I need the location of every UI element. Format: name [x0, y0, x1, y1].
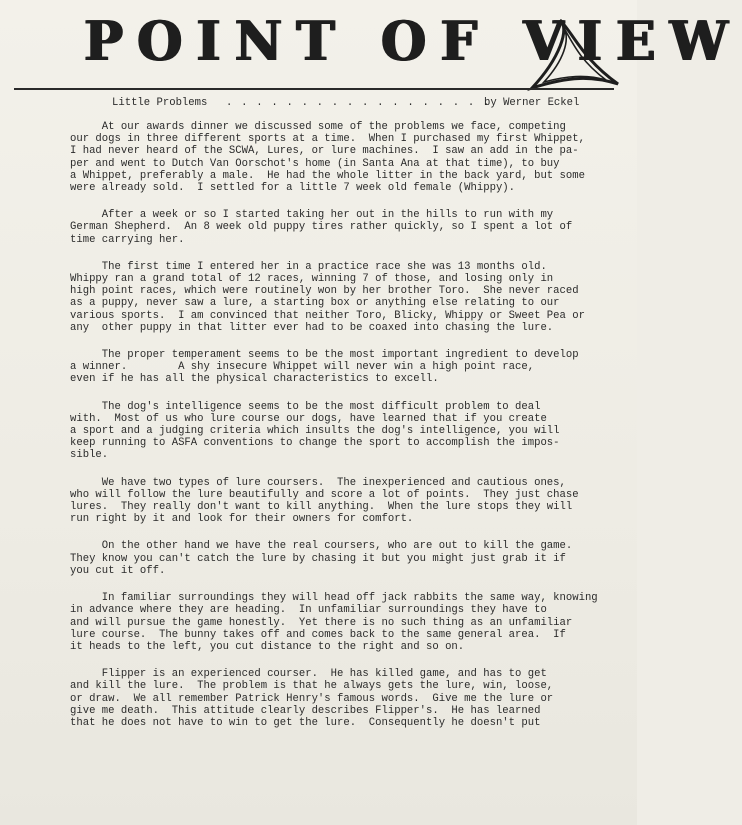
- swoosh-logo-icon: [530, 18, 620, 93]
- text-line: a sport and a judging criteria which insults the dog's intelligence, you will: [70, 425, 560, 438]
- text-line: After a week or so I started taking her out in the hills to run with my: [70, 209, 554, 222]
- text-line: and kill the lure. The problem is that he always gets the lure, win, loose,: [70, 680, 554, 693]
- text-line: keep running to ASFA conventions to change the sport to accomplish the impos-: [70, 437, 560, 450]
- text-line: give me death. This attitude clearly describes Flipper's. He has learned: [70, 704, 541, 717]
- text-line: as a puppy, never saw a lure, a starting box or anything else relating to our: [70, 297, 560, 310]
- text-line: German Shepherd. An 8 week old puppy tires rather quickly, so I spent a lot of: [70, 221, 573, 234]
- text-line: that he does not have to win to get the lure. Consequently he doesn't put: [70, 716, 541, 729]
- text-line: who will follow the lure beautifully and score a lot of points. They just chase: [70, 488, 579, 501]
- text-line: time carrying her.: [70, 233, 185, 246]
- leader-dots: . . . . . . . . . . . . . . . . . .: [226, 97, 491, 109]
- article-paragraph: [70, 261, 590, 334]
- text-line: a Whippet, preferably a male. He had the whole litter in the back yard, but some: [70, 169, 585, 182]
- text-line: it heads to the left, you cut distance to the right and so on.: [70, 640, 465, 653]
- text-line: or draw. We all remember Patrick Henry's famous words. Give me the lure or: [70, 692, 554, 705]
- text-line: our dogs in three different sports at a time. When I purchased my first Whippet,: [70, 133, 585, 146]
- article-paragraph: [70, 209, 590, 246]
- article-title: Little Problems: [112, 97, 208, 109]
- article-paragraph: [70, 349, 590, 386]
- text-line: sible.: [70, 449, 109, 462]
- article-paragraph: [70, 668, 590, 729]
- masthead-rule: [14, 88, 614, 90]
- article-paragraph: [70, 477, 590, 526]
- masthead: [84, 9, 742, 74]
- text-line: per and went to Dutch Van Oorschot's home (in Santa Ana at that time), to buy: [70, 157, 560, 170]
- article-paragraph: [70, 121, 590, 194]
- text-line: even if he has all the physical characteristics to excell.: [70, 373, 439, 386]
- text-line: any other puppy in that litter ever had to be coaxed into chasing the lure.: [70, 321, 554, 334]
- text-line: you cut it off.: [70, 564, 166, 577]
- text-line: At our awards dinner we discussed some of the problems we face, competing: [70, 121, 566, 133]
- text-line: and will pursue the game honestly. Yet there is no such thing as an unfamiliar: [70, 616, 573, 629]
- text-line: lures. They really don't want to kill anything. When the lure stops they will: [70, 501, 573, 514]
- text-line: high point races, which were routinely won by her brother Toro. She never raced: [70, 285, 579, 298]
- article-paragraph: [70, 401, 590, 462]
- text-line: run right by it and look for their owners for comfort.: [70, 513, 414, 526]
- text-line: They know you can't catch the lure by chasing it but you might just grab it if: [70, 552, 566, 565]
- text-line: On the other hand we have the real coursers, who are out to kill the game.: [70, 540, 573, 553]
- text-line: Whippy ran a grand total of 12 races, winning 7 of those, and losing only in: [70, 273, 554, 286]
- text-line: a winner. A shy insecure Whippet will never win a high point race,: [70, 361, 535, 374]
- text-line: In familiar surroundings they will head off jack rabbits the same way, knowing: [70, 592, 598, 605]
- text-line: I had never heard of the SCWA, Lures, or lure machines. I saw an add in the pa-: [70, 145, 579, 158]
- article-paragraph: [70, 592, 598, 653]
- article-body: [70, 121, 598, 744]
- text-line: were already sold. I settled for a little 7 week old female (Whippy).: [70, 182, 516, 195]
- text-line: Flipper is an experienced courser. He has killed game, and has to get: [70, 668, 547, 681]
- masthead-title: POINT OF VIEW: [84, 9, 742, 74]
- text-line: in advance where they are heading. In unfamiliar surroundings they have to: [70, 604, 547, 617]
- text-line: various sports. I am convinced that neither Toro, Blicky, Whippy or Sweet Pea or: [70, 309, 585, 322]
- text-line: We have two types of lure coursers. The inexperienced and cautious ones,: [70, 476, 566, 489]
- text-line: with. Most of us who lure course our dogs, have learned that if you create: [70, 412, 547, 425]
- text-line: The first time I entered her in a practice race she was 13 months old.: [70, 260, 547, 273]
- article-author: by Werner Eckel: [484, 97, 580, 109]
- article-paragraph: [70, 540, 590, 577]
- text-line: The proper temperament seems to be the most important ingredient to develop: [70, 349, 579, 362]
- text-line: lure course. The bunny takes off and comes back to the same general area. If: [70, 628, 566, 641]
- text-line: The dog's intelligence seems to be the most difficult problem to deal: [70, 400, 541, 413]
